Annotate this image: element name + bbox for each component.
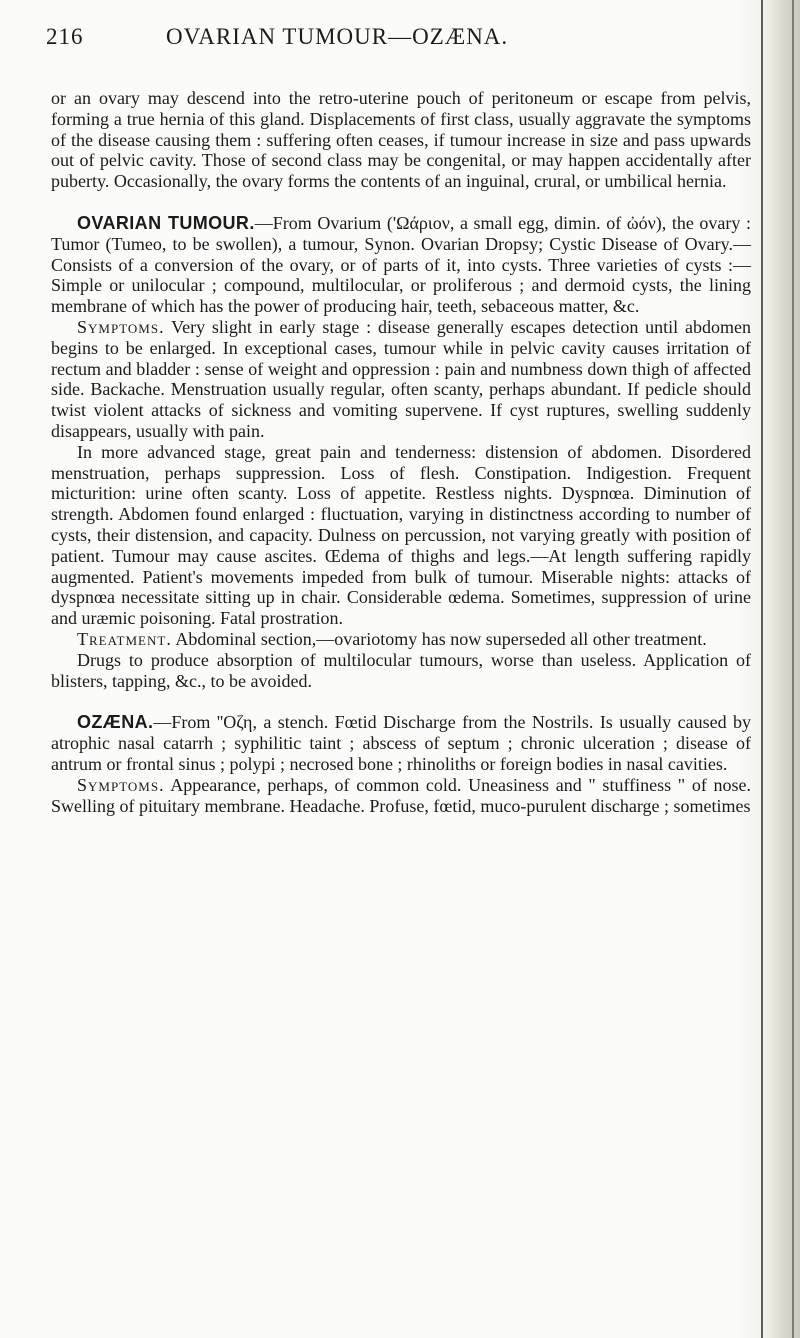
subheading-symptoms-ozaena: Symptoms. (77, 774, 165, 795)
paragraph-treatment (51, 629, 751, 650)
paragraph-drugs: Drugs to produce absorption of multilocular tumours, worse than useless. Application of blisters, tapping, &c., to be avoided. (51, 649, 751, 691)
subheading-symptoms: Symptoms. (77, 316, 165, 337)
paragraph-advanced-stage: In more advanced stage, great pain and tenderness: distension of abdomen. Disordered menstruation, perhaps suppression. Loss of flesh. Constipation. Indigestion. Frequent micturition: urine often scanty. Loss of appetite. Restless nights. Dyspnœa. Diminution of strength. Abdomen found enlarged : fluctuation, varying in distinctness according to number of cysts, their distension, and capacity. Dulness on percussion, not varying greatly with position of patient. Tumour may cause ascites. Œdema of thighs and legs.—At length suffering rapidly augmented. Patient's movements impeded from bulk of tumour. Miserable nights: attacks of dyspnœa necessitate sitting up in chair. Considerable œdema. Sometimes, suppression of urine and uræmic poisoning. Fatal prostration. (51, 441, 751, 629)
paragraph-ovary-displacement: or an ovary may descend into the retro-uterine pouch of peritoneum or escape from pelvis, forming a true hernia of this gland. Displacements of first class, usually aggravate the symptoms of the disease causing them : suffering often ceases, if tumour increase in size and pass upwards out of pelvic cavity. Those of second class may be congenital, or may happen accidentally after puberty. Occasionally, the ovary forms the contents of an inguinal, crural, or umbilical hernia. (51, 88, 751, 192)
page-header (46, 24, 746, 54)
running-title: OVARIAN TUMOUR—OZÆNA. (166, 24, 509, 49)
symptoms-ozaena-text: Appearance, perhaps, of common cold. Uneasiness and " stuffiness " of nose. Swelling of pituitary membrane. Headache. Profuse, fœtid, muco-purulent discharge ; sometimes (51, 774, 751, 816)
page-edge-line (761, 0, 763, 1338)
entry-text-ozaena: —From ''Οζη, a stench. Fœtid Discharge from the Nostrils. Is usually caused by atrophic nasal catarrh ; syphilitic taint ; abscess of septum ; chronic ulceration ; disease of antrum or frontal sinus ; polypi ; necrosed bone ; rhinoliths or foreign bodies in nasal cavities. (51, 712, 751, 774)
page-edge-shadow (760, 0, 800, 1338)
entry-heading-ovarian-tumour: OVARIAN TUMOUR. (77, 212, 255, 233)
body-text (51, 88, 751, 816)
entry-text-ovarian-tumour: —From Ovarium ('Ωάριον, a small egg, dimin. of ὠόν), the ovary : Tumor (Tumeo, to be swollen), a tumour, Synon. Ovarian Dropsy; Cystic Disease of Ovary.—Consists of a conversion of the ovary, or of parts of it, into cysts. Three varieties of cysts :—Simple or unilocular ; compound, multilocular, or proliferous ; and dermoid cysts, the lining membrane of which has the power of producing hair, teeth, sebaceous matter, &c. (51, 212, 751, 317)
entry-heading-ozaena: OZÆNA. (77, 712, 154, 733)
paragraph-symptoms-ovarian (51, 317, 751, 442)
subheading-treatment: Treatment. (77, 628, 172, 649)
page-number: 216 (46, 24, 84, 49)
entry-ozaena (51, 712, 751, 774)
treatment-text: Abdominal section,—ovariotomy has now superseded all other treatment. (171, 628, 707, 649)
entry-ovarian-tumour (51, 213, 751, 317)
symptoms-text: Very slight in early stage : disease generally escapes detection until abdomen begins to be enlarged. In exceptional cases, tumour while in pelvic cavity causes irritation of rectum and bladder : sense of weight and oppression : pain and numbness down thigh of affected side. Backache. Menstruation usually regular, often scanty, perhaps abundant. If pedicle should twist violent attacks of sickness and vomiting supervene. If cyst ruptures, swelling suddenly disappears, usually with pain. (51, 316, 751, 441)
paragraph-symptoms-ozaena (51, 775, 751, 817)
page-edge-line-outer (792, 0, 794, 1338)
